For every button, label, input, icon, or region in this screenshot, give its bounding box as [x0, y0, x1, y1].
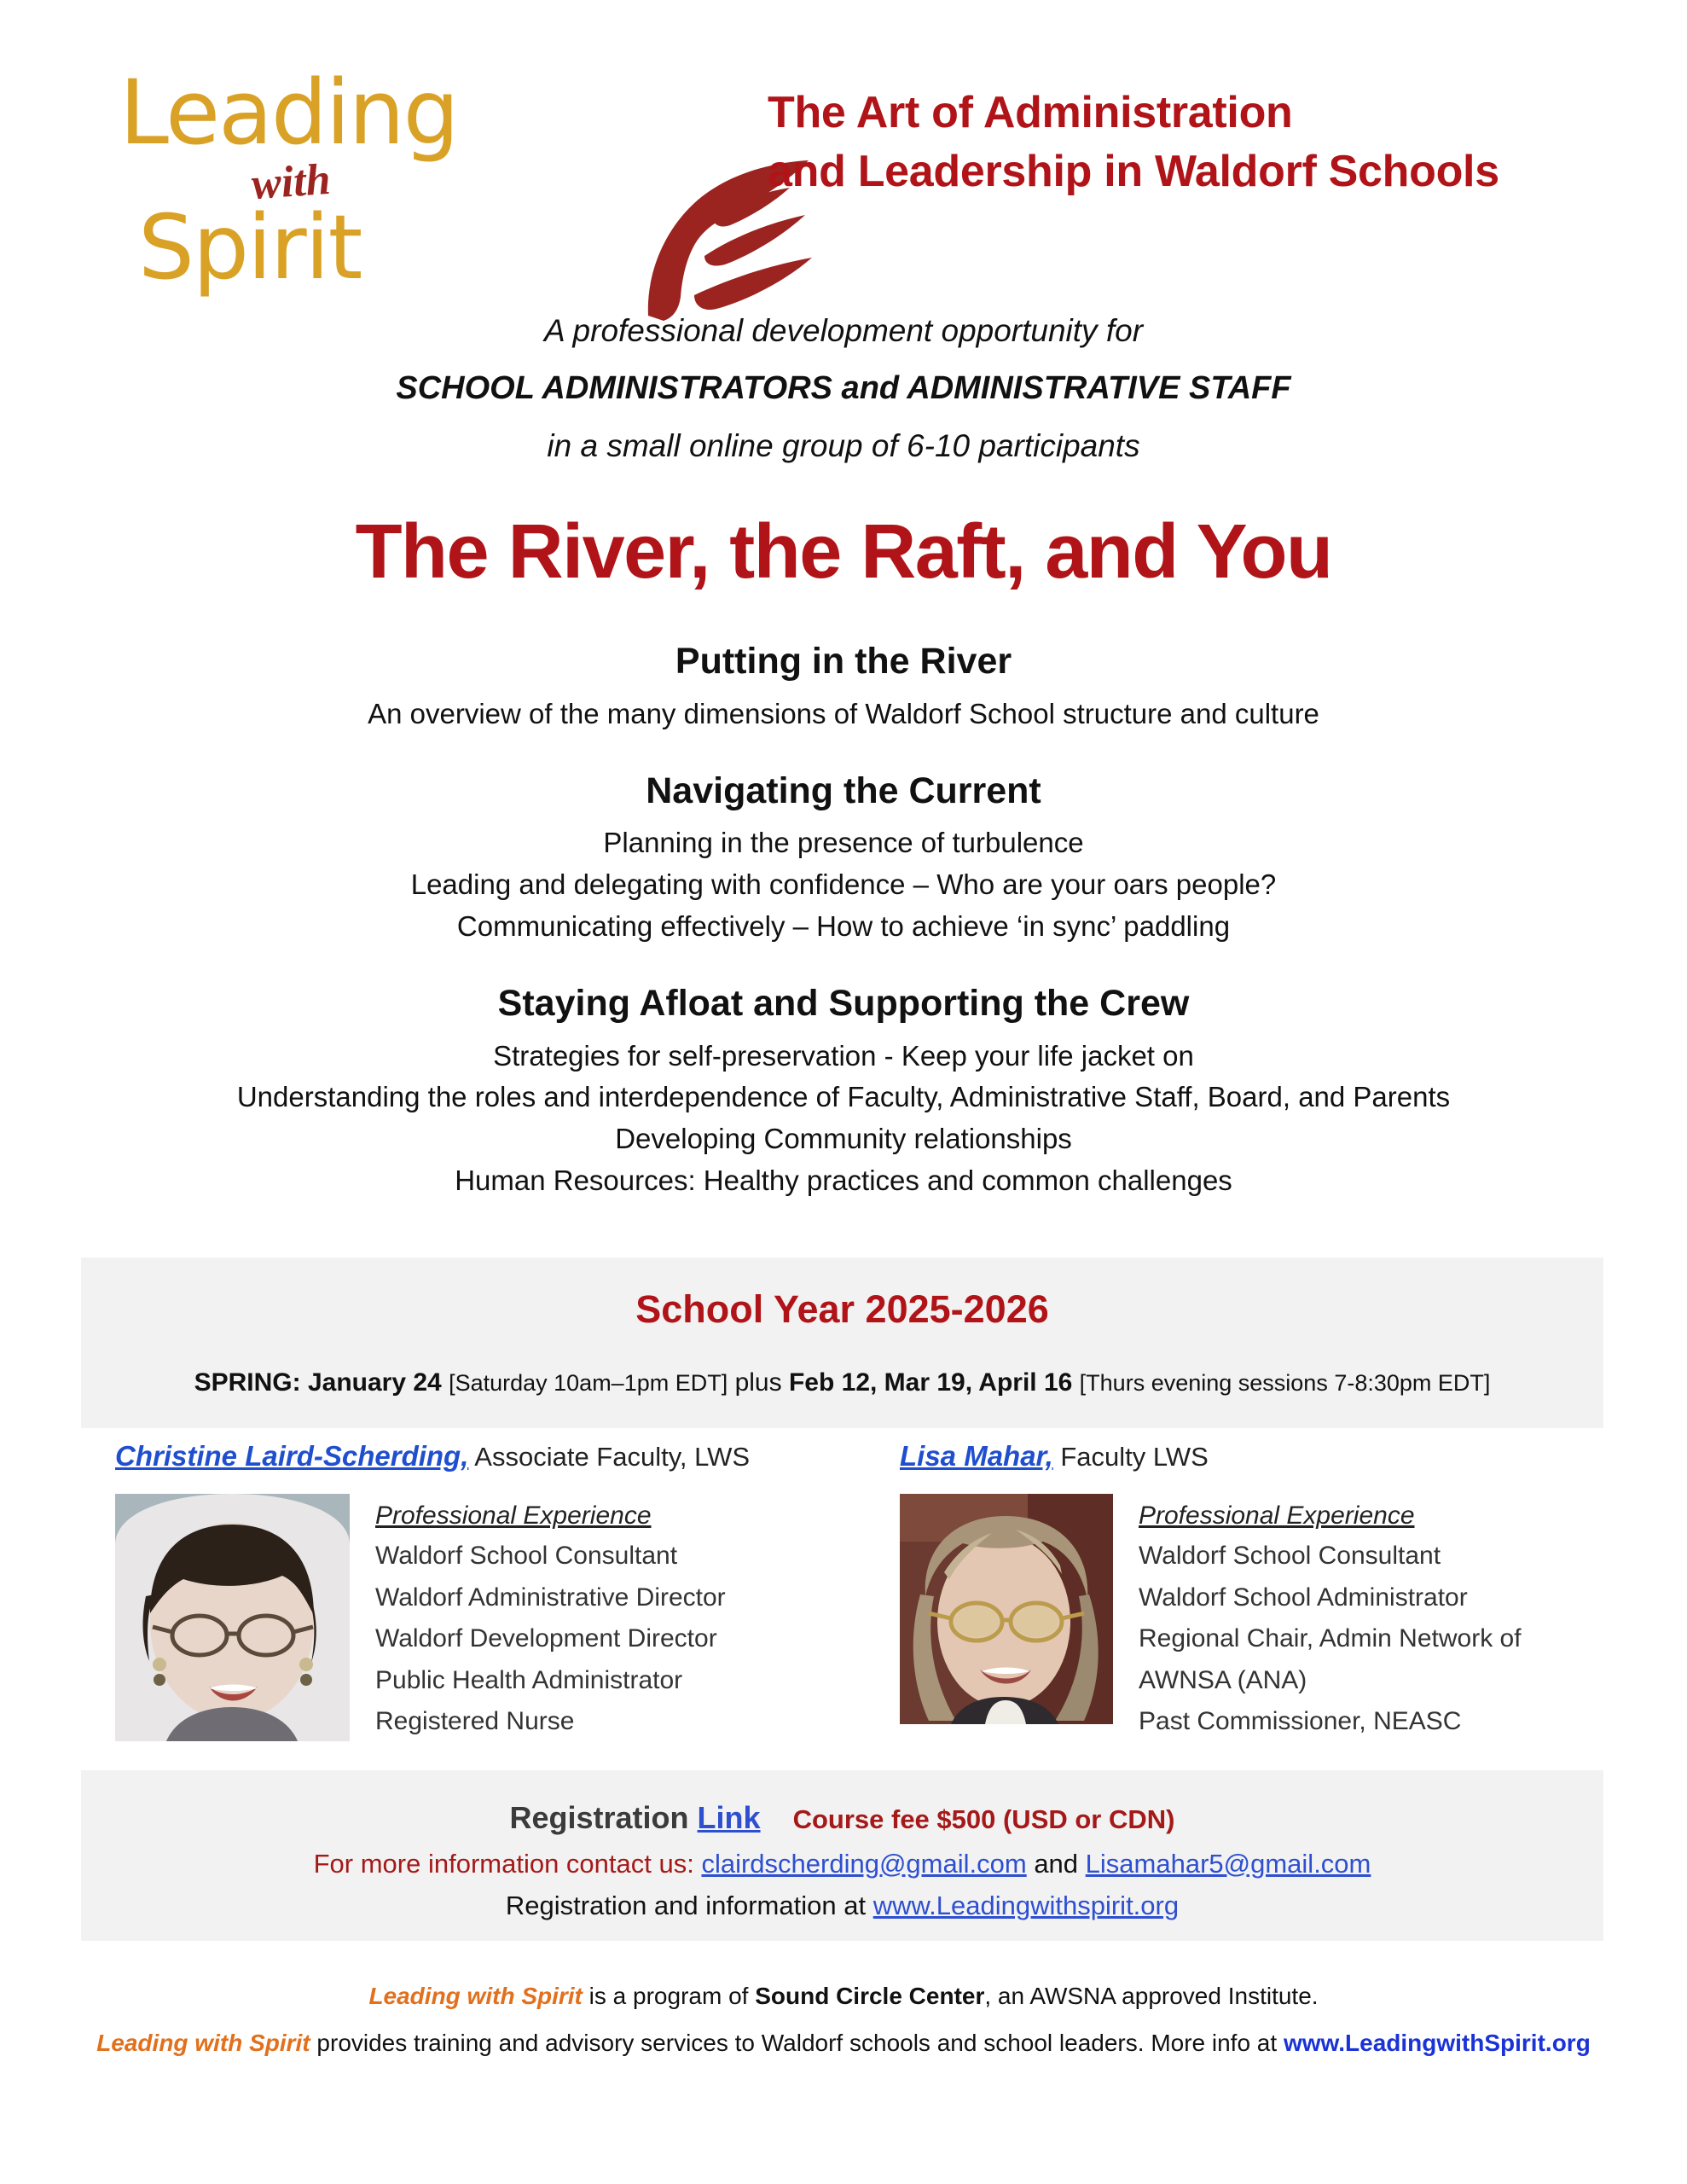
logo-word-spirit: Spirit — [138, 195, 362, 299]
bio-body — [115, 1494, 815, 1743]
footer-org: Sound Circle Center — [755, 1983, 985, 2009]
footer-line-2 — [0, 2030, 1687, 2057]
registration-line-1 — [81, 1770, 1603, 1835]
info-prefix: Registration and information at — [505, 1891, 867, 1921]
bio-experience-item: AWNSA (ANA) — [1139, 1665, 1307, 1694]
bio-experience-item: Waldorf School Consultant — [1139, 1542, 1441, 1570]
section-navigating-the-current — [0, 770, 1687, 948]
schedule-spring-line — [81, 1328, 1603, 1398]
bio-experience-item: Waldorf Development Director — [375, 1624, 717, 1653]
course-sections — [0, 640, 1687, 1236]
school-year-title: School Year 2025-2026 — [635, 1287, 1049, 1331]
logo-word-with: with — [250, 154, 333, 210]
footer-brand: Leading with Spirit — [96, 2029, 310, 2056]
bio-body — [900, 1494, 1608, 1743]
bio-text — [1139, 1494, 1522, 1743]
section-putting-in-the-river — [0, 640, 1687, 735]
footer-line-1 — [0, 1984, 1687, 2010]
bio-experience-item: Waldorf School Administrator — [1139, 1583, 1468, 1612]
section-line: Understanding the roles and interdependence of Faculty, Administrative Staff, Board, and Parents — [236, 1081, 1451, 1113]
intro-block — [0, 314, 1687, 487]
registration-label: Registration — [509, 1800, 689, 1835]
footer-website-link[interactable]: www.LeadingwithSpirit.org — [1283, 2029, 1591, 2056]
schedule-first-detail: [Saturday 10am–1pm EDT] — [449, 1370, 728, 1396]
header — [0, 60, 1687, 341]
bio-experience-item: Waldorf School Consultant — [375, 1542, 678, 1570]
logo-word-leading: Leading — [119, 61, 458, 165]
footer-line-2-mid: provides training and advisory services to Waldorf schools and school leaders. More info at — [310, 2029, 1284, 2056]
section-title: Putting in the River — [675, 641, 1012, 682]
avatar — [900, 1494, 1113, 1724]
footer-line-1-end: , an AWSNA approved Institute. — [984, 1983, 1319, 2009]
schedule-first-date: January 24 — [307, 1368, 442, 1397]
section-line: Human Resources: Healthy practices and common challenges — [455, 1165, 1232, 1196]
website-link[interactable]: www.Leadingwithspirit.org — [872, 1891, 1180, 1921]
section-line: Communicating effectively – How to achieve ‘in sync’ paddling — [456, 909, 1231, 942]
registration-line-2 — [81, 1849, 1603, 1879]
logo — [119, 61, 716, 341]
faculty-bios — [0, 1442, 1687, 1757]
page-title — [768, 84, 1629, 200]
bio-experience-heading: Professional Experience — [1139, 1502, 1415, 1530]
section-staying-afloat — [0, 982, 1687, 1202]
bio-experience-item: Regional Chair, Admin Network of — [1139, 1624, 1522, 1653]
footer-brand: Leading with Spirit — [368, 1983, 583, 2009]
bio-text — [375, 1494, 726, 1743]
section-line: Leading and delegating with confidence – Who are your oars people? — [410, 868, 1277, 901]
bio-experience-item: Public Health Administrator — [375, 1665, 683, 1694]
schedule-other-detail: [Thurs evening sessions 7-8:30pm EDT] — [1079, 1370, 1491, 1396]
registration-band — [81, 1770, 1603, 1941]
schedule-season-label: SPRING: — [194, 1368, 301, 1397]
email-link-2[interactable]: Lisamahar5@gmail.com — [1085, 1848, 1371, 1879]
bio-experience-heading: Professional Experience — [375, 1502, 652, 1530]
section-line: Strategies for self-preservation - Keep your life jacket on — [493, 1039, 1194, 1072]
section-line: Planning in the presence of turbulence — [603, 827, 1084, 859]
bio-name-link[interactable]: Christine Laird-Scherding, — [115, 1440, 469, 1472]
email-link-1[interactable]: clairdscherding@gmail.com — [701, 1848, 1027, 1879]
bio-experience-item: Past Commissioner, NEASC — [1139, 1707, 1462, 1736]
course-fee: Course fee $500 (USD or CDN) — [792, 1804, 1175, 1834]
contact-and: and — [1034, 1848, 1079, 1879]
bio-experience-item: Waldorf Administrative Director — [375, 1583, 726, 1612]
schedule-plus: plus — [734, 1368, 782, 1397]
section-title: Staying Afloat and Supporting the Crew — [497, 982, 1190, 1024]
page-title-line2: and Leadership in Waldorf Schools — [768, 146, 1499, 196]
page-title-line1: The Art of Administration — [768, 88, 1293, 137]
section-line: Developing Community relationships — [615, 1123, 1072, 1155]
bio-christine — [115, 1442, 815, 1743]
schedule-band — [81, 1258, 1603, 1428]
bio-role: Faculty LWS — [1060, 1442, 1209, 1472]
bio-role: Associate Faculty, LWS — [474, 1442, 751, 1472]
bio-name-line — [115, 1442, 815, 1470]
footer — [0, 1984, 1687, 2077]
footer-line-1-mid: is a program of — [582, 1983, 756, 2009]
intro-line-3: in a small online group of 6-10 participants — [547, 428, 1140, 464]
section-line: An overview of the many dimensions of Waldorf School structure and culture — [368, 697, 1319, 729]
bio-name-line — [900, 1442, 1608, 1470]
section-title: Navigating the Current — [646, 770, 1041, 811]
intro-line-2: SCHOOL ADMINISTRATORS and ADMINISTRATIVE STAFF — [396, 370, 1291, 407]
bio-experience-item: Registered Nurse — [375, 1707, 575, 1736]
bio-lisa — [900, 1442, 1608, 1743]
registration-link[interactable]: Link — [697, 1800, 761, 1835]
intro-line-1: A professional development opportunity for — [543, 313, 1144, 348]
contact-prefix: For more information contact us: — [313, 1848, 694, 1879]
course-headline: The River, the Raft, and You — [355, 509, 1332, 595]
bio-name-link[interactable]: Lisa Mahar, — [900, 1440, 1053, 1472]
registration-line-3 — [81, 1891, 1603, 1921]
avatar — [115, 1494, 350, 1741]
schedule-other-dates: Feb 12, Mar 19, April 16 — [788, 1368, 1073, 1397]
